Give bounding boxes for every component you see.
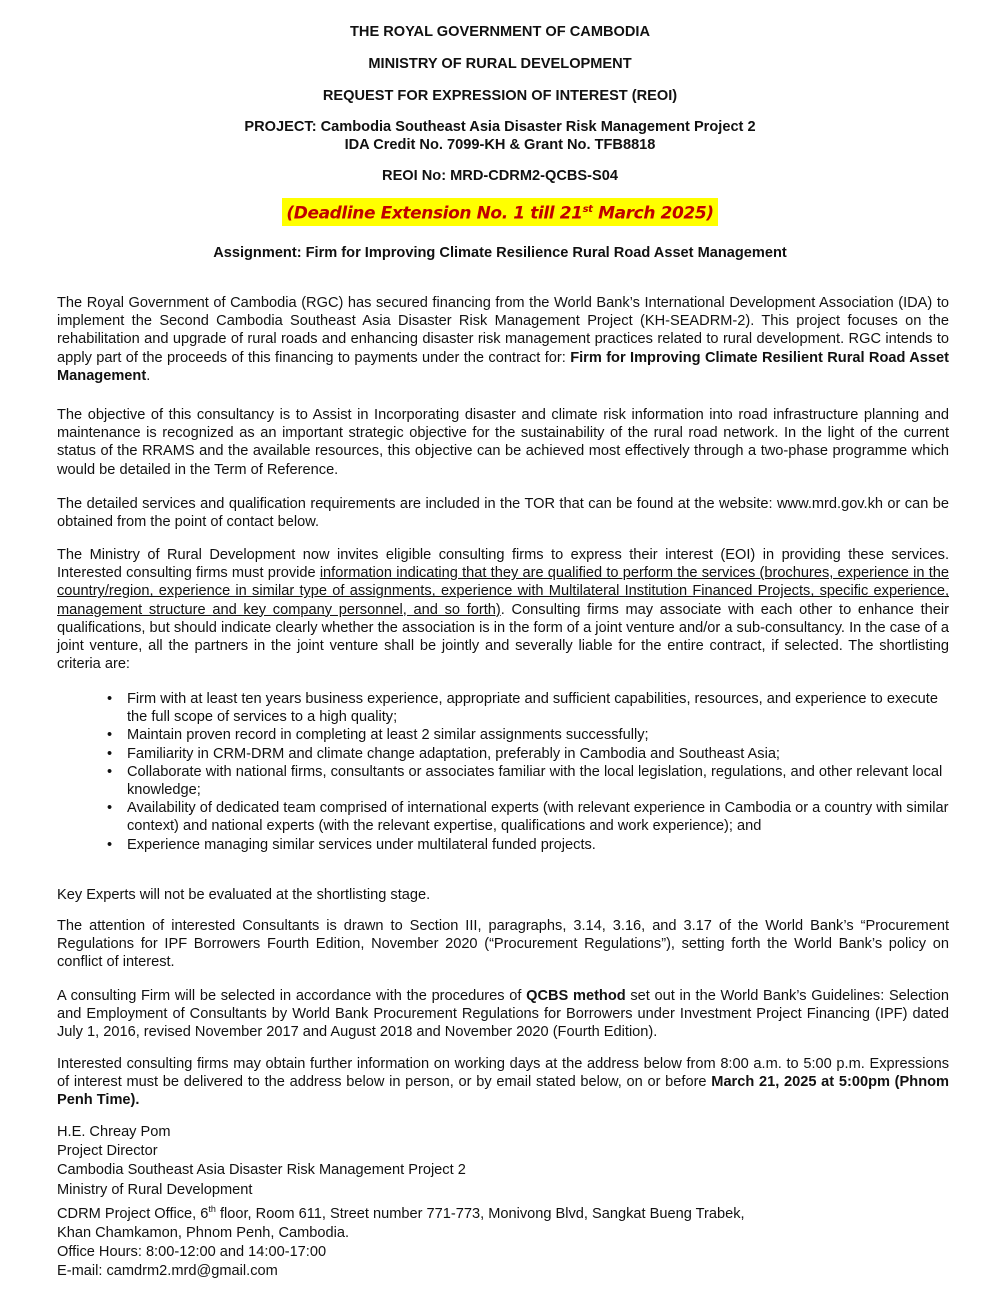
credit-number: IDA Credit No. 7099-KH & Grant No. TFB8818 xyxy=(344,137,656,153)
paragraph-submission: Interested consulting firms may obtain further information on working days at the address below from 8:00 a.m. to 5:00 p.m. Expressions of interest must be delivered to the address below in person, or by email stated below, on or before March 21, 2025 at 5:00pm (Phnom Penh Time). xyxy=(57,1056,949,1109)
paragraph-financing: The Royal Government of Cambodia (RGC) has secured financing from the World Bank’s International Development Association (IDA) to implement the Second Cambodia Southeast Asia Disaster Risk Management Project (KH-SEADRM-2). This project focuses on the rehabilitation and upgrade of rural roads and enhancing disaster risk management practices related to rural development. RGC intends to apply part of the proceeds of this financing to payments under the contract for: Firm for Improving Climate Resilient Rural Road Asset Management. xyxy=(57,295,949,384)
contact-name: H.E. Chreay Pom xyxy=(57,1124,171,1140)
paragraph-services: The detailed services and qualification requirements are included in the TOR that can be found at the website: www.mrd.gov.kh or can be obtained from the point of contact below. xyxy=(57,496,949,531)
contact-address-line1: CDRM Project Office, 6th floor, Room 611, Street number 771-773, Monivong Blvd, Sangkat Bueng Trabek, xyxy=(57,1203,745,1222)
list-item: • Collaborate with national firms, consultants or associates familiar with the local legislation, regulations, and other relevant local knowledge; xyxy=(107,763,943,799)
deadline-banner xyxy=(0,198,1000,226)
list-item: • Availability of dedicated team comprised of international experts (with relevant experience in Cambodia or a country with similar context) and national experts (with the relevant expertise, qualifications and work experience); and xyxy=(107,800,949,835)
contact-block xyxy=(57,1123,949,1281)
contact-address-line2: Khan Chamkamon, Phnom Penh, Cambodia. xyxy=(57,1224,350,1241)
contact-project: Cambodia Southeast Asia Disaster Risk Management Project 2 xyxy=(57,1162,466,1179)
reoi-title: REQUEST FOR EXPRESSION OF INTEREST (REOI) xyxy=(322,88,678,104)
list-item: • Familiarity in CRM-DRM and climate change adaptation, preferably in Cambodia and Southeast Asia; xyxy=(107,745,780,762)
paragraph-objective: The objective of this consultancy is to Assist in Incorporating disaster and climate risk information into road infrastructure planning and maintenance is recognized as an important strategic objective for the sustainability of the rural road network. In the light of the current status of the RRAMS and the available resources, this objective can be achieved most effectively through a two-phase programme which would be detailed in the Term of Reference. xyxy=(57,407,949,478)
contact-title: Project Director xyxy=(57,1143,158,1160)
paragraph-selection-method: A consulting Firm will be selected in accordance with the procedures of QCBS method set out in the World Bank’s Guidelines: Selection and Employment of Consultants by World Bank Procurement Regulations for Borrowers under Investment Project Financing (IPF) dated July 1, 2016, revised November 2017 and August 2018 and November 2020 (Fourth Edition). xyxy=(57,988,949,1041)
assignment-title: Assignment: Firm for Improving Climate Resilience Rural Road Asset Management xyxy=(213,245,787,261)
list-item: • Firm with at least ten years business experience, appropriate and sufficient capabilities, resources, and experience to execute the full scope of services to a high quality; xyxy=(107,691,938,726)
contact-ministry: Ministry of Rural Development xyxy=(57,1181,253,1198)
paragraph-key-experts: Key Experts will not be evaluated at the shortlisting stage. xyxy=(57,887,431,903)
paragraph-conflict-of-interest: The attention of interested Consultants is drawn to Section III, paragraphs, 3.14, 3.16, and 3.17 of the World Bank’s “Procurement Regulations for IPF Borrowers Fourth Edition, November 2020 (“Procurement Regulations”), setting forth the World Bank’s policy on conflict of interest. xyxy=(57,918,949,971)
government-title: THE ROYAL GOVERNMENT OF CAMBODIA xyxy=(350,24,650,40)
contact-email: E-mail: camdrm2.mrd@gmail.com xyxy=(57,1263,278,1280)
office-hours: Office Hours: 8:00-12:00 and 14:00-17:00 xyxy=(57,1244,327,1261)
ministry-title: MINISTRY OF RURAL DEVELOPMENT xyxy=(368,56,632,72)
list-item: • Maintain proven record in completing at least 2 similar assignments successfully; xyxy=(107,727,649,744)
project-title: PROJECT: Cambodia Southeast Asia Disaster Risk Management Project 2 xyxy=(244,119,756,135)
shortlisting-criteria-list xyxy=(57,690,949,854)
paragraph-invitation: The Ministry of Rural Development now invites eligible consulting firms to express their interest (EOI) in providing these services. Interested consulting firms must provide information indicating that they are qualified to perform the services (brochures, experience in the country/region, experience in similar type of assignments, experience with Multilateral Institution Financed Projects, specific experience, management structure and key company personnel, and so forth). Consulting firms may associate with each other to enhance their qualifications, but should indicate clearly whether the association is in the form of a joint venture and/or a sub-consultancy. In the case of a joint venture, all the partners in the joint venture shall be jointly and severally liable for the entire contract, if selected. The shortlisting criteria are: xyxy=(57,547,949,673)
list-item: • Experience managing similar services under multilateral funded projects. xyxy=(107,836,596,853)
reoi-number: REOI No: MRD-CDRM2-QCBS-S04 xyxy=(382,168,618,184)
deadline-extension: (Deadline Extension No. 1 till 21st March 2025) xyxy=(282,198,717,226)
